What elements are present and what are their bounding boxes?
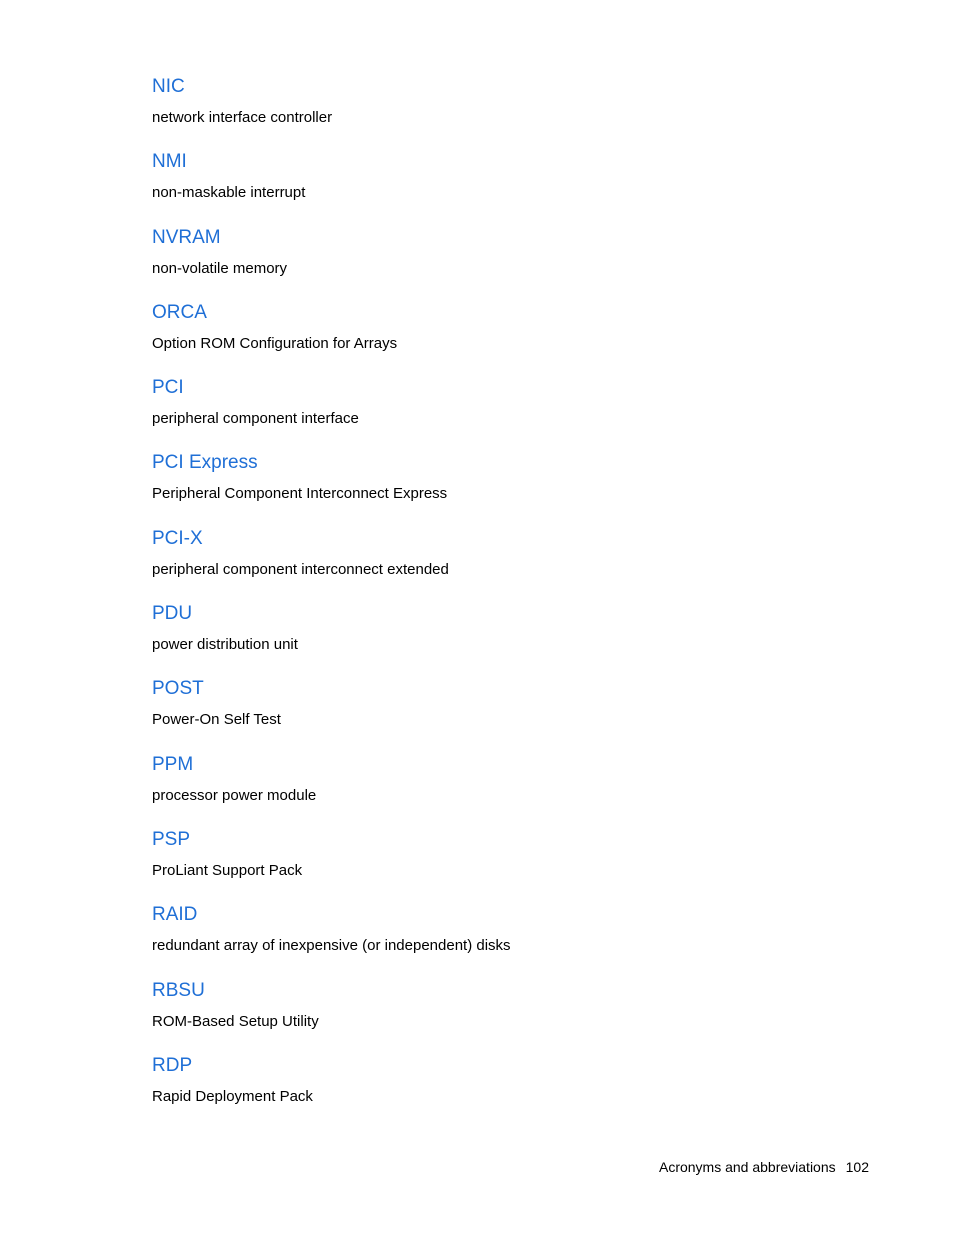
glossary-definition: Option ROM Configuration for Arrays	[152, 334, 398, 352]
glossary-entry	[152, 225, 852, 300]
glossary-definition: Power-On Self Test	[152, 711, 281, 729]
glossary-term-link[interactable]: PCI Express	[152, 452, 258, 474]
glossary-term-link[interactable]: NVRAM	[152, 226, 221, 248]
glossary-list	[152, 74, 852, 1128]
glossary-definition: Peripheral Component Interconnect Express	[152, 485, 448, 503]
glossary-definition: network interface controller	[152, 109, 333, 126]
glossary-entry	[152, 526, 852, 601]
glossary-entry	[152, 676, 852, 751]
page-footer	[659, 1157, 869, 1177]
glossary-definition: non-volatile memory	[152, 259, 288, 277]
glossary-entry	[152, 1053, 852, 1128]
glossary-term-link[interactable]: POST	[152, 678, 204, 700]
glossary-term-link[interactable]: ORCA	[152, 301, 207, 323]
glossary-entry	[152, 902, 852, 977]
glossary-entry	[152, 978, 852, 1053]
glossary-term-link[interactable]: PCI-X	[152, 527, 203, 549]
glossary-entry	[152, 300, 852, 375]
glossary-term-link[interactable]: NMI	[152, 151, 187, 173]
glossary-definition: Rapid Deployment Pack	[152, 1087, 313, 1105]
glossary-definition: processor power module	[152, 786, 317, 804]
glossary-definition: redundant array of inexpensive (or independent) disks	[152, 937, 511, 955]
glossary-entry	[152, 375, 852, 450]
glossary-definition: power distribution unit	[152, 636, 298, 654]
glossary-entry	[152, 827, 852, 902]
glossary-definition: non-maskable interrupt	[152, 184, 306, 202]
footer-section-title: Acronyms and abbreviations	[658, 1159, 836, 1175]
glossary-definition: ProLiant Support Pack	[152, 861, 303, 879]
glossary-term-link[interactable]: PPM	[152, 753, 194, 775]
glossary-definition: peripheral component interconnect extended	[152, 560, 449, 578]
glossary-entry	[152, 752, 852, 827]
glossary-term-link[interactable]: PDU	[152, 603, 193, 625]
glossary-entry	[152, 601, 852, 676]
glossary-entry	[152, 74, 852, 149]
glossary-term-link[interactable]: PCI	[152, 377, 184, 399]
page-number: 102	[845, 1159, 869, 1175]
glossary-definition: ROM-Based Setup Utility	[152, 1012, 319, 1030]
glossary-entry	[152, 149, 852, 224]
glossary-entry	[152, 450, 852, 525]
glossary-term-link[interactable]: RBSU	[152, 979, 205, 1001]
glossary-term-link[interactable]: RDP	[152, 1054, 193, 1076]
glossary-term-link[interactable]: RAID	[152, 904, 198, 926]
glossary-definition: peripheral component interface	[152, 410, 359, 428]
glossary-term-link[interactable]: PSP	[152, 828, 191, 850]
glossary-term-link[interactable]: NIC	[152, 76, 185, 97]
